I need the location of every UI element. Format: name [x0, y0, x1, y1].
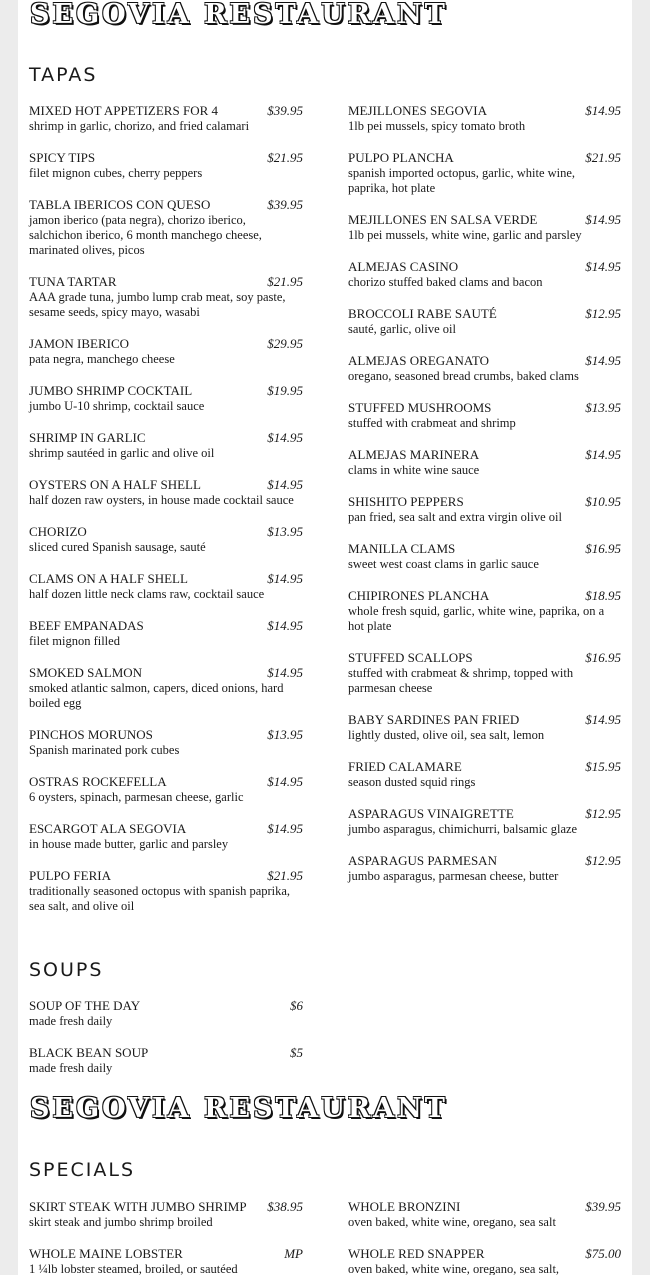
soups-column — [29, 997, 303, 1091]
menu-item-header — [29, 820, 303, 837]
menu-item-price: $16.95 — [585, 650, 621, 665]
menu-item-description: chorizo stuffed baked clams and bacon — [348, 275, 543, 289]
menu-item-price: $13.95 — [267, 524, 303, 539]
menu-item-header — [29, 429, 303, 446]
menu-item — [29, 273, 303, 320]
menu-item-price: $21.95 — [267, 868, 303, 883]
menu-item-price: $21.95 — [267, 274, 303, 289]
menu-item-price: $13.95 — [267, 727, 303, 742]
menu-item-price: MP — [284, 1246, 303, 1261]
menu-item — [29, 820, 303, 852]
menu-item-description: whole fresh squid, garlic, white wine, paprika, on a hot plate — [348, 604, 605, 633]
menu-item-description: made fresh daily — [29, 1061, 113, 1075]
tapas-left-column — [29, 102, 303, 929]
specials-left-column — [29, 1198, 303, 1275]
menu-item-description: traditionally seasoned octopus with spanish paprika, sea salt, and olive oil — [29, 884, 291, 913]
menu-item-header — [348, 587, 621, 604]
menu-item-description: pata negra, manchego cheese — [29, 352, 175, 366]
menu-item-price: $14.95 — [585, 212, 621, 227]
menu-item-description: in house made butter, garlic and parsley — [29, 837, 229, 851]
menu-item-header — [348, 305, 621, 322]
menu-item-name: SPICY TIPS — [29, 150, 96, 165]
menu-item — [348, 540, 621, 572]
menu-item-description: oregano, seasoned bread crumbs, baked clams — [348, 369, 579, 383]
menu-item — [29, 997, 303, 1029]
menu-item — [348, 399, 621, 431]
menu-item-header — [29, 273, 303, 290]
menu-item-description: shrimp sautéed in garlic and olive oil — [29, 446, 215, 460]
menu-item-description: sauté, garlic, olive oil — [348, 322, 456, 336]
menu-item — [29, 429, 303, 461]
menu-item-description: clams in white wine sauce — [348, 463, 480, 477]
menu-item — [348, 758, 621, 790]
menu-item-name: MEJILLONES SEGOVIA — [348, 103, 488, 118]
specials-right-column — [348, 1198, 621, 1275]
menu-item-name: OYSTERS ON A HALF SHELL — [29, 477, 201, 492]
menu-item-description: 1lb pei mussels, white wine, garlic and parsley — [348, 228, 582, 242]
menu-item-description: 1lb pei mussels, spicy tomato broth — [348, 119, 526, 133]
menu-item — [29, 1044, 303, 1076]
menu-item-description: smoked atlantic salmon, capers, diced onions, hard boiled egg — [29, 681, 284, 710]
menu-item — [29, 664, 303, 711]
menu-item-header — [348, 805, 621, 822]
menu-item-name: MEJILLONES EN SALSA VERDE — [348, 212, 538, 227]
menu-item — [348, 149, 621, 196]
menu-item-header — [348, 1198, 621, 1215]
restaurant-title: SEGOVIA RESTAURANT — [30, 0, 448, 30]
menu-item-header — [29, 476, 303, 493]
menu-item-header — [348, 758, 621, 775]
menu-item-price: $21.95 — [585, 150, 621, 165]
menu-item-price: $10.95 — [585, 494, 621, 509]
menu-item-description: oven baked, white wine, oregano, sea salt — [348, 1215, 556, 1229]
menu-item-description: sweet west coast clams in garlic sauce — [348, 557, 539, 571]
menu-item-name: MIXED HOT APPETIZERS FOR 4 — [29, 103, 219, 118]
menu-item-description: half dozen little neck clams raw, cocktail sauce — [29, 587, 265, 601]
menu-item-description: filet mignon filled — [29, 634, 120, 648]
menu-item-name: SHISHITO PEPPERS — [348, 494, 464, 509]
menu-item-price: $21.95 — [267, 150, 303, 165]
menu-item — [29, 149, 303, 181]
menu-item-name: WHOLE MAINE LOBSTER — [29, 1246, 183, 1261]
menu-item-header — [29, 196, 303, 213]
menu-item-name: JUMBO SHRIMP COCKTAIL — [29, 383, 193, 398]
menu-item-price: $19.95 — [267, 383, 303, 398]
menu-item-name: OSTRAS ROCKEFELLA — [29, 774, 167, 789]
menu-item — [348, 711, 621, 743]
menu-item-price: $16.95 — [585, 541, 621, 556]
menu-item — [348, 305, 621, 337]
menu-item-name: TUNA TARTAR — [29, 274, 117, 289]
menu-item-header — [29, 773, 303, 790]
menu-item-name: ALMEJAS MARINERA — [348, 447, 480, 462]
menu-item-header — [29, 523, 303, 540]
menu-item-header — [348, 852, 621, 869]
menu-item-header — [348, 211, 621, 228]
menu-item — [29, 617, 303, 649]
menu-item-name: PULPO FERIA — [29, 868, 111, 883]
menu-item-price: $14.95 — [585, 447, 621, 462]
menu-item-description: stuffed with crabmeat and shrimp — [348, 416, 516, 430]
menu-item-price: $14.95 — [585, 712, 621, 727]
menu-item-description: made fresh daily — [29, 1014, 113, 1028]
menu-item-name: STUFFED MUSHROOMS — [348, 400, 492, 415]
menu-item-price: $14.95 — [267, 571, 303, 586]
menu-item-price: $14.95 — [585, 353, 621, 368]
menu-item — [348, 102, 621, 134]
menu-item-price: $5 — [290, 1045, 303, 1060]
menu-item-header — [29, 149, 303, 166]
menu-item-header — [29, 1044, 303, 1061]
menu-item-name: BROCCOLI RABE SAUTÉ — [348, 306, 497, 321]
menu-item — [29, 523, 303, 555]
menu-item-description: spanish imported octopus, garlic, white wine, paprika, hot plate — [348, 166, 576, 195]
menu-item-header — [29, 997, 303, 1014]
menu-item-header — [29, 570, 303, 587]
menu-item — [348, 587, 621, 634]
menu-item-description: shrimp in garlic, chorizo, and fried calamari — [29, 119, 250, 133]
menu-item-header — [29, 617, 303, 634]
menu-item — [348, 852, 621, 884]
menu-item — [29, 726, 303, 758]
menu-item-name: BLACK BEAN SOUP — [29, 1045, 149, 1060]
menu-item-description: skirt steak and jumbo shrimp broiled — [29, 1215, 213, 1229]
menu-item-description: 6 oysters, spinach, parmesan cheese, garlic — [29, 790, 244, 804]
menu-item-header — [348, 258, 621, 275]
menu-item — [29, 196, 303, 258]
menu-item-header — [29, 335, 303, 352]
menu-item-description: AAA grade tuna, jumbo lump crab meat, soy paste, sesame seeds, spicy mayo, wasabi — [29, 290, 286, 319]
menu-item-name: ASPARAGUS PARMESAN — [348, 853, 497, 868]
menu-item-price: $39.95 — [267, 103, 303, 118]
menu-item-name: BABY SARDINES PAN FRIED — [348, 712, 520, 727]
menu-item — [29, 382, 303, 414]
menu-item-name: JAMON IBERICO — [29, 336, 130, 351]
menu-item-header — [348, 102, 621, 119]
menu-item-header — [348, 446, 621, 463]
menu-item-price: $12.95 — [585, 806, 621, 821]
menu-item — [348, 805, 621, 837]
menu-item-header — [348, 149, 621, 166]
menu-item-price: $14.95 — [267, 665, 303, 680]
menu-item-header — [348, 540, 621, 557]
menu-item-description: stuffed with crabmeat & shrimp, topped with parmesan cheese — [348, 666, 574, 695]
menu-item-price: $12.95 — [585, 306, 621, 321]
menu-item-price: $15.95 — [585, 759, 621, 774]
menu-item-description: sliced cured Spanish sausage, sauté — [29, 540, 206, 554]
menu-item — [348, 446, 621, 478]
menu-item-price: $14.95 — [267, 477, 303, 492]
menu-item-price: $14.95 — [585, 259, 621, 274]
menu-item-name: FRIED CALAMARE — [348, 759, 462, 774]
menu-item-name: SMOKED SALMON — [29, 665, 143, 680]
menu-item-price: $6 — [290, 998, 303, 1013]
menu-item — [29, 773, 303, 805]
menu-item-header — [29, 1245, 303, 1262]
menu-item-name: SKIRT STEAK WITH JUMBO SHRIMP — [29, 1199, 247, 1214]
menu-item-name: SOUP OF THE DAY — [29, 998, 141, 1013]
menu-item-header — [348, 1245, 621, 1262]
menu-item-header — [348, 649, 621, 666]
menu-item-price: $12.95 — [585, 853, 621, 868]
section-title-tapas: TAPAS — [29, 64, 98, 86]
menu-item — [348, 1245, 621, 1275]
section-title-specials: SPECIALS — [29, 1159, 136, 1181]
menu-item — [348, 493, 621, 525]
menu-item-description: lightly dusted, olive oil, sea salt, lemon — [348, 728, 545, 742]
menu-item — [29, 335, 303, 367]
menu-item-description: filet mignon cubes, cherry peppers — [29, 166, 203, 180]
menu-item — [348, 352, 621, 384]
tapas-right-column — [348, 102, 621, 899]
menu-item-name: CLAMS ON A HALF SHELL — [29, 571, 188, 586]
menu-item-description: season dusted squid rings — [348, 775, 476, 789]
menu-item-name: PULPO PLANCHA — [348, 150, 454, 165]
menu-item-name: STUFFED SCALLOPS — [348, 650, 473, 665]
menu-item-description: half dozen raw oysters, in house made cocktail sauce — [29, 493, 294, 507]
menu-item — [29, 867, 303, 914]
menu-item-price: $13.95 — [585, 400, 621, 415]
menu-item-price: $29.95 — [267, 336, 303, 351]
menu-item-description: jumbo asparagus, chimichurri, balsamic glaze — [348, 822, 578, 836]
menu-item-description: oven baked, white wine, oregano, sea salt, — [348, 1262, 560, 1275]
menu-item-price: $14.95 — [267, 430, 303, 445]
menu-item-description: jumbo U-10 shrimp, cocktail sauce — [29, 399, 205, 413]
menu-item-header — [29, 867, 303, 884]
menu-item-name: CHIPIRONES PLANCHA — [348, 588, 490, 603]
menu-item — [29, 570, 303, 602]
menu-item-header — [348, 711, 621, 728]
menu-item-price: $14.95 — [267, 618, 303, 633]
menu-item — [348, 649, 621, 696]
menu-item-description: Spanish marinated pork cubes — [29, 743, 180, 757]
menu-item — [29, 1198, 303, 1230]
menu-item-description: jamon iberico (pata negra), chorizo iberico, salchichon iberico, 6 month manchego cheese, marinated olives, picos — [29, 213, 262, 257]
menu-item-header — [29, 382, 303, 399]
section-title-soups: SOUPS — [29, 959, 104, 981]
menu-item-name: ALMEJAS CASINO — [348, 259, 459, 274]
menu-item-header — [29, 726, 303, 743]
menu-item-header — [348, 399, 621, 416]
menu-item — [29, 102, 303, 134]
menu-item-price: $38.95 — [267, 1199, 303, 1214]
menu-item-price: $75.00 — [585, 1246, 621, 1261]
menu-item-name: ALMEJAS OREGANATO — [348, 353, 489, 368]
menu-item-name: ESCARGOT ALA SEGOVIA — [29, 821, 187, 836]
menu-item-description: pan fried, sea salt and extra virgin olive oil — [348, 510, 562, 524]
menu-item-name: MANILLA CLAMS — [348, 541, 456, 556]
menu-item-header — [29, 102, 303, 119]
menu-item — [348, 258, 621, 290]
menu-item-name: SHRIMP IN GARLIC — [29, 430, 146, 445]
menu-item-name: CHORIZO — [29, 524, 87, 539]
menu-item — [348, 211, 621, 243]
menu-item-header — [29, 664, 303, 681]
menu-item-price: $39.95 — [585, 1199, 621, 1214]
menu-item-name: BEEF EMPANADAS — [29, 618, 144, 633]
menu-item-header — [348, 352, 621, 369]
menu-item-name: WHOLE BRONZINI — [348, 1199, 461, 1214]
menu-item-name: WHOLE RED SNAPPER — [348, 1246, 485, 1261]
menu-item-header — [29, 1198, 303, 1215]
menu-item — [29, 1245, 303, 1275]
menu-item-name: TABLA IBERICOS CON QUESO — [29, 197, 211, 212]
menu-item-price: $18.95 — [585, 588, 621, 603]
restaurant-title-second: SEGOVIA RESTAURANT — [30, 1093, 448, 1124]
menu-item — [348, 1198, 621, 1230]
menu-item-name: ASPARAGUS VINAIGRETTE — [348, 806, 514, 821]
menu-item-price: $14.95 — [267, 774, 303, 789]
menu-item-description: jumbo asparagus, parmesan cheese, butter — [348, 869, 559, 883]
menu-item-name: PINCHOS MORUNOS — [29, 727, 153, 742]
menu-item-header — [348, 493, 621, 510]
menu-item-description: 1 ¼lb lobster steamed, broiled, or sautéed — [29, 1262, 238, 1275]
menu-item-price: $14.95 — [267, 821, 303, 836]
menu-item — [29, 476, 303, 508]
menu-item-price: $39.95 — [267, 197, 303, 212]
menu-page — [18, 0, 632, 1275]
menu-item-price: $14.95 — [585, 103, 621, 118]
